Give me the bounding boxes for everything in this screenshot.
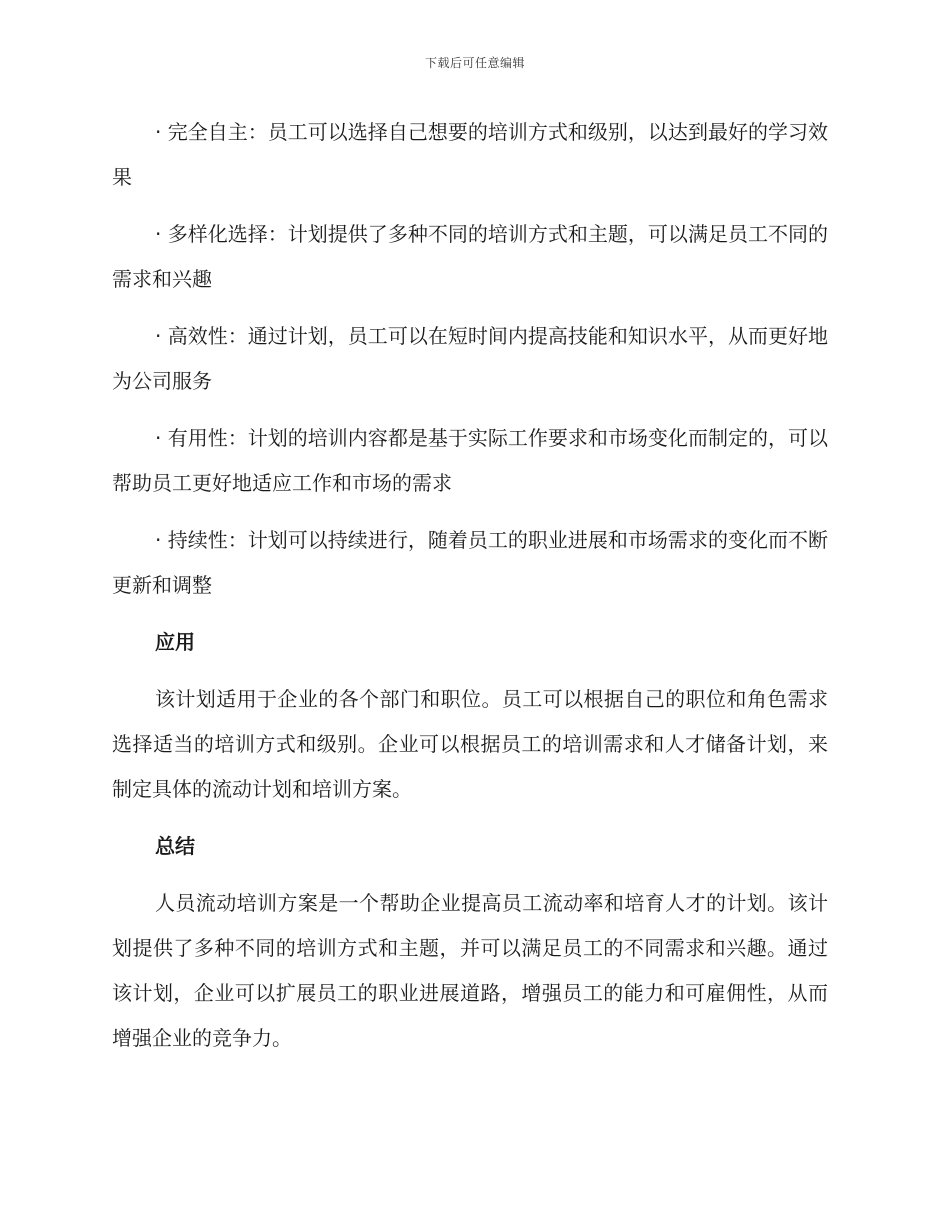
bullet-efficiency: · 高效性：通过计划，员工可以在短时间内提高技能和知识水平，从而更好地为公司服务 — [112, 324, 828, 393]
page-header-note: 下载后可任意编辑 — [424, 56, 525, 70]
section-text-application: 该计划适用于企业的各个部门和职位。员工可以根据自己的职位和角色需求选择适当的培训方式和级别。企业可以根据员工的培训需求和人才储备计划，来制定具体的流动计划和培训方案。 — [112, 687, 828, 801]
document-body — [112, 110, 828, 1073]
section-heading-application: 应用 — [155, 630, 195, 654]
bullet-autonomy: · 完全自主：员工可以选择自己想要的培训方式和级别，以达到最好的学习效果 — [112, 120, 828, 189]
bullet-diversity: · 多样化选择：计划提供了多种不同的培训方式和主题，可以满足员工不同的需求和兴趣 — [112, 222, 828, 291]
section-heading-summary: 总结 — [155, 834, 195, 858]
section-text-summary: 人员流动培训方案是一个帮助企业提高员工流动率和培育人才的计划。该计划提供了多种不同的培训方式和主题，并可以满足员工的不同需求和兴趣。通过该计划，企业可以扩展员工的职业进展道路，增强员工的能力和可雇佣性，从而增强企业的竞争力。 — [112, 891, 828, 1050]
bullet-sustainability: · 持续性：计划可以持续进行，随着员工的职业进展和市场需求的变化而不断更新和调整 — [112, 528, 828, 597]
bullet-usefulness: · 有用性：计划的培训内容都是基于实际工作要求和市场变化而制定的，可以帮助员工更好地适应工作和市场的需求 — [112, 426, 828, 495]
